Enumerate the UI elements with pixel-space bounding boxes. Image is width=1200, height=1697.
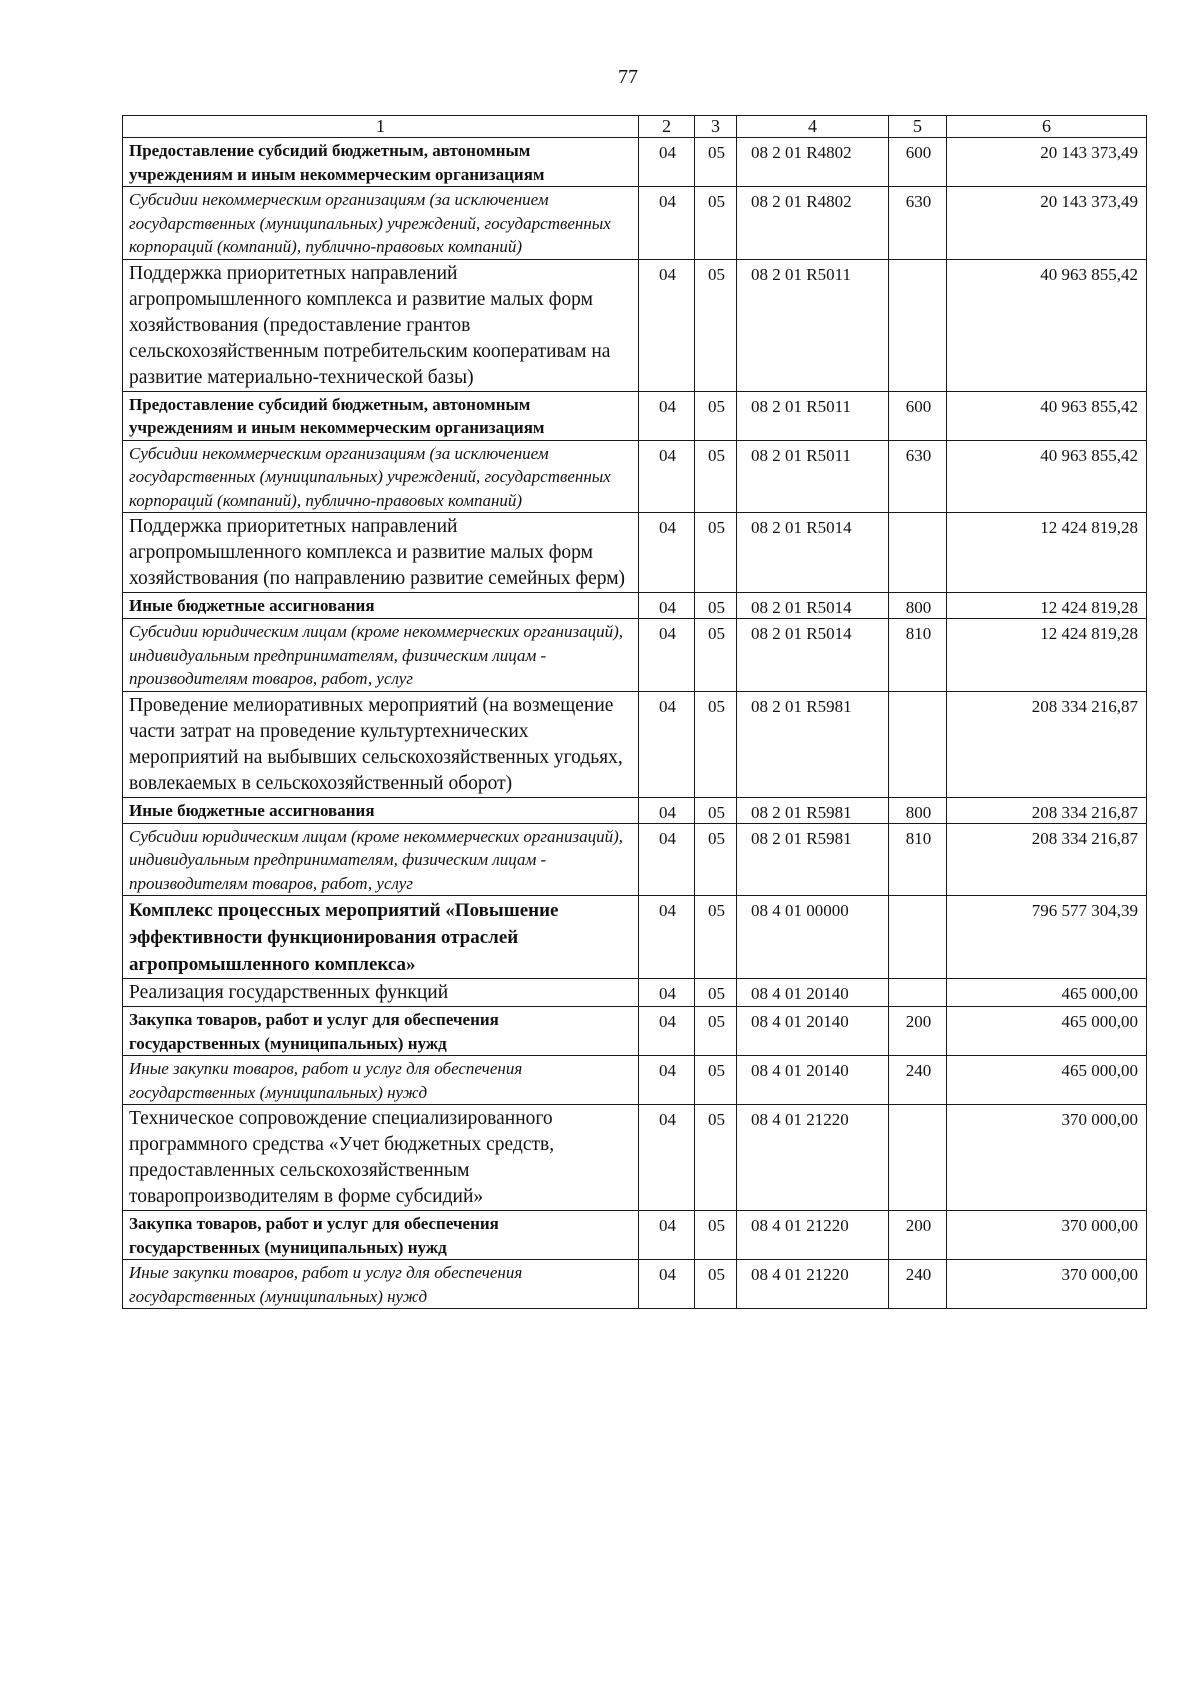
row-section-cell: 04 <box>639 391 695 440</box>
row-amount-cell: 370 000,00 <box>947 1105 1147 1211</box>
table-row <box>123 1105 1147 1211</box>
row-name-cell: Предоставление субсидий бюджетным, автономным учреждениям и иным некоммерческим организациям <box>123 138 639 187</box>
table-row <box>123 259 1147 391</box>
row-section-cell: 04 <box>639 187 695 260</box>
header-row <box>123 116 1147 138</box>
table-row <box>123 391 1147 440</box>
row-code-cell: 08 2 01 R5014 <box>737 619 889 692</box>
row-name-cell: Реализация государственных функций <box>123 979 639 1007</box>
row-section-cell: 04 <box>639 691 695 797</box>
header-cell-amount: 6 <box>947 116 1147 138</box>
row-expense-type-cell: 240 <box>889 1260 947 1309</box>
table-row <box>123 619 1147 692</box>
table-row <box>123 440 1147 513</box>
row-code-cell: 08 2 01 R5981 <box>737 691 889 797</box>
table-row <box>123 1007 1147 1056</box>
row-amount-cell: 796 577 304,39 <box>947 896 1147 979</box>
row-expense-type-cell <box>889 1105 947 1211</box>
row-amount-cell: 208 334 216,87 <box>947 823 1147 896</box>
row-expense-type-cell <box>889 979 947 1007</box>
row-subsection-cell: 05 <box>695 593 737 619</box>
row-expense-type-cell: 800 <box>889 593 947 619</box>
row-section-cell: 04 <box>639 619 695 692</box>
row-subsection-cell: 05 <box>695 1056 737 1105</box>
row-name-cell: Поддержка приоритетных направлений агропромышленного комплекса и развитие малых форм хозяйствования (предоставление грантов сельскохозяйственным потребительским кооперативам на развитие материально-технической базы) <box>123 259 639 391</box>
header-cell-name: 1 <box>123 116 639 138</box>
row-name-cell: Иные бюджетные ассигнования <box>123 797 639 823</box>
row-amount-cell: 208 334 216,87 <box>947 797 1147 823</box>
row-expense-type-cell <box>889 896 947 979</box>
row-expense-type-cell <box>889 513 947 593</box>
row-subsection-cell: 05 <box>695 440 737 513</box>
row-name-cell: Предоставление субсидий бюджетным, автономным учреждениям и иным некоммерческим организациям <box>123 391 639 440</box>
row-amount-cell: 40 963 855,42 <box>947 391 1147 440</box>
row-subsection-cell: 05 <box>695 1105 737 1211</box>
row-subsection-cell: 05 <box>695 1007 737 1056</box>
row-section-cell: 04 <box>639 979 695 1007</box>
row-expense-type-cell: 600 <box>889 391 947 440</box>
row-expense-type-cell: 240 <box>889 1056 947 1105</box>
row-expense-type-cell <box>889 259 947 391</box>
table-row <box>123 797 1147 823</box>
row-code-cell: 08 2 01 R5981 <box>737 823 889 896</box>
row-section-cell: 04 <box>639 823 695 896</box>
row-subsection-cell: 05 <box>695 823 737 896</box>
row-code-cell: 08 2 01 R4802 <box>737 138 889 187</box>
row-name-cell: Иные бюджетные ассигнования <box>123 593 639 619</box>
row-section-cell: 04 <box>639 259 695 391</box>
table-row <box>123 1260 1147 1309</box>
row-code-cell: 08 2 01 R5011 <box>737 440 889 513</box>
row-code-cell: 08 4 01 20140 <box>737 1056 889 1105</box>
row-subsection-cell: 05 <box>695 896 737 979</box>
row-amount-cell: 465 000,00 <box>947 1056 1147 1105</box>
row-amount-cell: 12 424 819,28 <box>947 593 1147 619</box>
row-name-cell: Техническое сопровождение специализированного программного средства «Учет бюджетных средств, предоставленных сельскохозяйственным товаропроизводителям в форме субсидий» <box>123 1105 639 1211</box>
row-subsection-cell: 05 <box>695 979 737 1007</box>
row-section-cell: 04 <box>639 1105 695 1211</box>
row-amount-cell: 40 963 855,42 <box>947 259 1147 391</box>
header-cell-subsection: 3 <box>695 116 737 138</box>
row-expense-type-cell: 810 <box>889 823 947 896</box>
row-code-cell: 08 2 01 R5981 <box>737 797 889 823</box>
row-section-cell: 04 <box>639 1056 695 1105</box>
row-expense-type-cell: 630 <box>889 187 947 260</box>
row-name-cell: Иные закупки товаров, работ и услуг для обеспечения государственных (муниципальных) нужд <box>123 1056 639 1105</box>
table-row <box>123 691 1147 797</box>
table-row <box>123 979 1147 1007</box>
table-row <box>123 187 1147 260</box>
row-code-cell: 08 2 01 R5011 <box>737 391 889 440</box>
table-row <box>123 593 1147 619</box>
row-name-cell: Субсидии некоммерческим организациям (за исключением государственных (муниципальных) учреждений, государственных корпораций (компаний), публично-правовых компаний) <box>123 440 639 513</box>
row-name-cell: Субсидии некоммерческим организациям (за исключением государственных (муниципальных) учреждений, государственных корпораций (компаний), публично-правовых компаний) <box>123 187 639 260</box>
row-name-cell: Поддержка приоритетных направлений агропромышленного комплекса и развитие малых форм хозяйствования (по направлению развитие семейных ферм) <box>123 513 639 593</box>
row-amount-cell: 12 424 819,28 <box>947 513 1147 593</box>
row-amount-cell: 370 000,00 <box>947 1260 1147 1309</box>
row-code-cell: 08 4 01 00000 <box>737 896 889 979</box>
row-section-cell: 04 <box>639 513 695 593</box>
page-number: 77 <box>618 66 638 88</box>
row-subsection-cell: 05 <box>695 391 737 440</box>
row-amount-cell: 208 334 216,87 <box>947 691 1147 797</box>
row-code-cell: 08 4 01 20140 <box>737 979 889 1007</box>
row-amount-cell: 465 000,00 <box>947 979 1147 1007</box>
row-section-cell: 04 <box>639 797 695 823</box>
row-code-cell: 08 4 01 21220 <box>737 1211 889 1260</box>
table-body <box>123 116 1147 1309</box>
row-amount-cell: 465 000,00 <box>947 1007 1147 1056</box>
row-code-cell: 08 4 01 21220 <box>737 1260 889 1309</box>
row-subsection-cell: 05 <box>695 187 737 260</box>
row-name-cell: Субсидии юридическим лицам (кроме некоммерческих организаций), индивидуальным предпринимателям, физическим лицам - производителям товаров, работ, услуг <box>123 619 639 692</box>
row-name-cell: Проведение мелиоративных мероприятий (на возмещение части затрат на проведение культуртехнических мероприятий на выбывших сельскохозяйственных угодьях, вовлекаемых в сельскохозяйственный оборот) <box>123 691 639 797</box>
row-code-cell: 08 4 01 20140 <box>737 1007 889 1056</box>
row-name-cell: Субсидии юридическим лицам (кроме некоммерческих организаций), индивидуальным предпринимателям, физическим лицам - производителям товаров, работ, услуг <box>123 823 639 896</box>
row-expense-type-cell: 600 <box>889 138 947 187</box>
row-section-cell: 04 <box>639 593 695 619</box>
row-expense-type-cell: 810 <box>889 619 947 692</box>
row-expense-type-cell <box>889 691 947 797</box>
row-subsection-cell: 05 <box>695 1211 737 1260</box>
table-row <box>123 896 1147 979</box>
header-cell-expense-type: 5 <box>889 116 947 138</box>
row-name-cell: Закупка товаров, работ и услуг для обеспечения государственных (муниципальных) нужд <box>123 1211 639 1260</box>
row-subsection-cell: 05 <box>695 138 737 187</box>
row-subsection-cell: 05 <box>695 1260 737 1309</box>
budget-table <box>122 115 1147 1309</box>
row-amount-cell: 40 963 855,42 <box>947 440 1147 513</box>
row-amount-cell: 20 143 373,49 <box>947 138 1147 187</box>
table-row <box>123 1211 1147 1260</box>
table-row <box>123 1056 1147 1105</box>
row-expense-type-cell: 800 <box>889 797 947 823</box>
row-section-cell: 04 <box>639 1260 695 1309</box>
row-amount-cell: 20 143 373,49 <box>947 187 1147 260</box>
row-amount-cell: 370 000,00 <box>947 1211 1147 1260</box>
row-code-cell: 08 2 01 R5014 <box>737 593 889 619</box>
row-expense-type-cell: 200 <box>889 1211 947 1260</box>
row-subsection-cell: 05 <box>695 619 737 692</box>
row-subsection-cell: 05 <box>695 797 737 823</box>
table-row <box>123 513 1147 593</box>
table-row <box>123 138 1147 187</box>
row-subsection-cell: 05 <box>695 691 737 797</box>
row-subsection-cell: 05 <box>695 259 737 391</box>
row-section-cell: 04 <box>639 896 695 979</box>
header-cell-code: 4 <box>737 116 889 138</box>
table-row <box>123 823 1147 896</box>
row-code-cell: 08 2 01 R4802 <box>737 187 889 260</box>
row-expense-type-cell: 200 <box>889 1007 947 1056</box>
row-amount-cell: 12 424 819,28 <box>947 619 1147 692</box>
row-section-cell: 04 <box>639 138 695 187</box>
header-cell-section: 2 <box>639 116 695 138</box>
row-name-cell: Комплекс процессных мероприятий «Повышение эффективности функционирования отраслей агропромышленного комплекса» <box>123 896 639 979</box>
row-code-cell: 08 4 01 21220 <box>737 1105 889 1211</box>
row-subsection-cell: 05 <box>695 513 737 593</box>
row-expense-type-cell: 630 <box>889 440 947 513</box>
row-section-cell: 04 <box>639 1007 695 1056</box>
row-name-cell: Закупка товаров, работ и услуг для обеспечения государственных (муниципальных) нужд <box>123 1007 639 1056</box>
row-section-cell: 04 <box>639 440 695 513</box>
row-code-cell: 08 2 01 R5014 <box>737 513 889 593</box>
row-section-cell: 04 <box>639 1211 695 1260</box>
row-code-cell: 08 2 01 R5011 <box>737 259 889 391</box>
row-name-cell: Иные закупки товаров, работ и услуг для обеспечения государственных (муниципальных) нужд <box>123 1260 639 1309</box>
